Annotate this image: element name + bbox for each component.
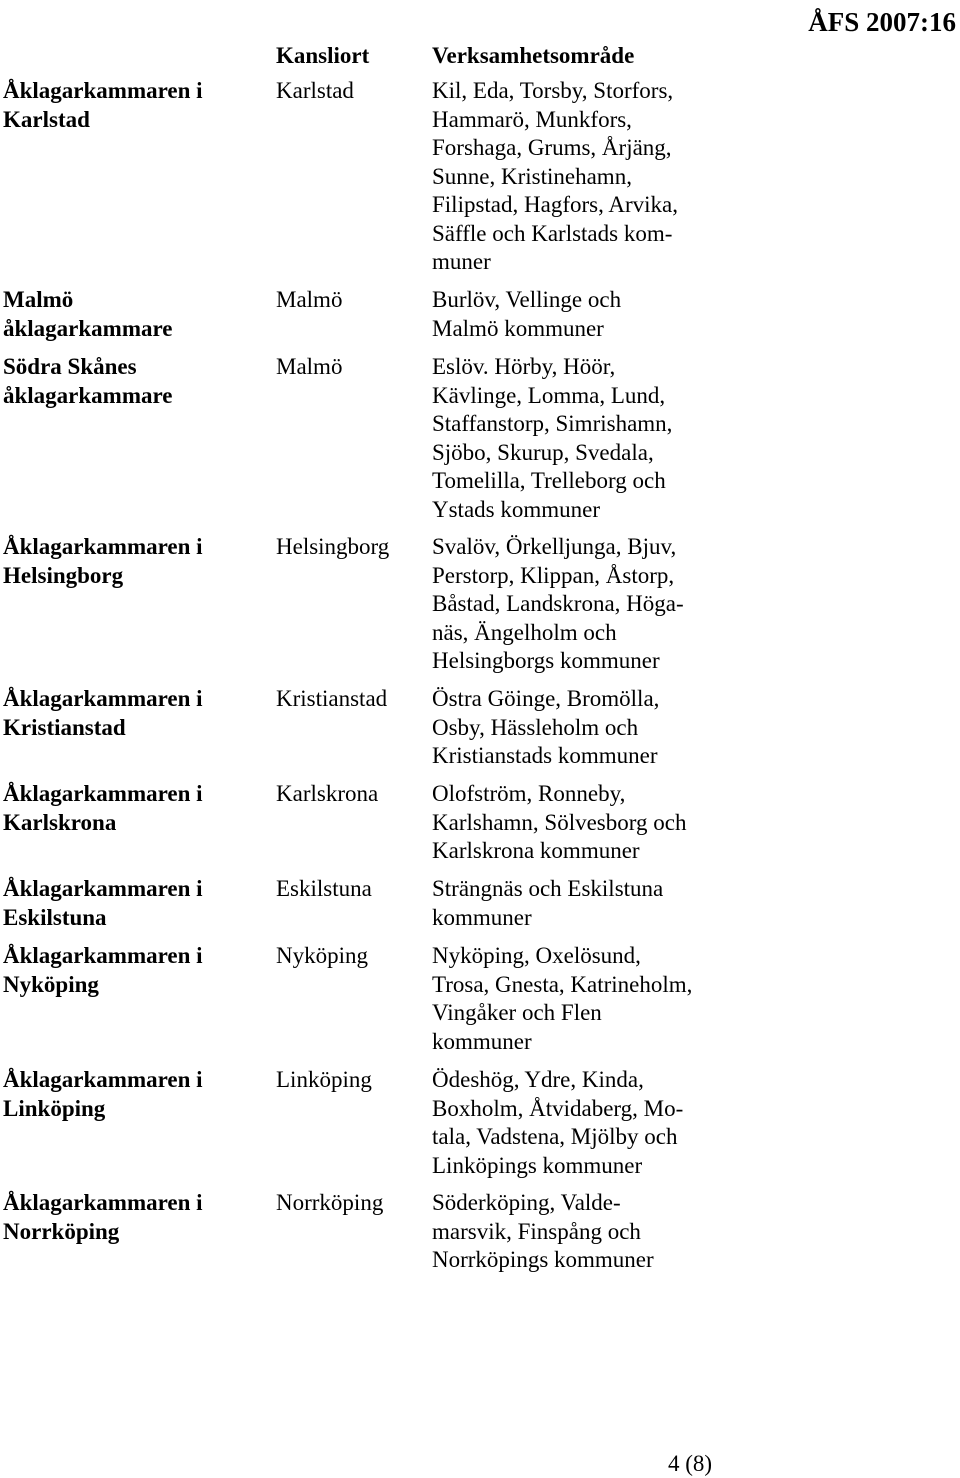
header-verksamhetsomrade: Verksamhetsområde (432, 43, 635, 68)
row-omrade: Kil, Eda, Torsby, Storfors, Hammarö, Munkfors, Forshaga, Grums, Årjäng, Sunne, Kristinehamn, Filipstad, Hagfors, Arvika, Säffle och Karlstads kom- muner (432, 78, 678, 274)
page-number: 4 (8) (668, 1451, 713, 1476)
header-kansliort: Kansliort (276, 43, 370, 68)
row-kansliort: Malmö (276, 354, 343, 379)
row-kansliort: Karlstad (276, 78, 354, 103)
row-kansliort: Malmö (276, 287, 343, 312)
row-name: Åklagarkammaren i Norrköping (3, 1190, 203, 1244)
row-name: Åklagarkammaren i Linköping (3, 1067, 203, 1121)
row-omrade: Nyköping, Oxelösund, Trosa, Gnesta, Katrineholm, Vingåker och Flen kommuner (432, 943, 693, 1054)
row-kansliort: Kristianstad (276, 686, 388, 711)
document-reference: ÅFS 2007:16 (808, 7, 956, 37)
row-name: Åklagarkammaren i Nyköping (3, 943, 203, 997)
row-kansliort: Eskilstuna (276, 876, 372, 901)
row-omrade: Svalöv, Örkelljunga, Bjuv, Perstorp, Klippan, Åstorp, Båstad, Landskrona, Höga- näs, Ängelholm och Helsingborgs kommuner (432, 534, 684, 673)
row-kansliort: Helsingborg (276, 534, 390, 559)
row-kansliort: Linköping (276, 1067, 372, 1092)
row-name: Åklagarkammaren i Karlstad (3, 78, 203, 132)
row-omrade: Olofström, Ronneby, Karlshamn, Sölvesborg och Karlskrona kommuner (432, 781, 687, 863)
row-omrade: Söderköping, Valde- marsvik, Finspång och Norrköpings kommuner (432, 1190, 654, 1272)
table-header (0, 42, 960, 72)
row-name: Åklagarkammaren i Eskilstuna (3, 876, 203, 930)
row-omrade: Ödeshög, Ydre, Kinda, Boxholm, Åtvidaberg, Mo- tala, Vadstena, Mjölby och Linköpings kommuner (432, 1067, 684, 1178)
row-name: Södra Skånes åklagarkammare (3, 354, 173, 408)
row-kansliort: Norrköping (276, 1190, 384, 1215)
row-omrade: Eslöv. Hörby, Höör, Kävlinge, Lomma, Lund, Staffanstorp, Simrishamn, Sjöbo, Skurup, Svedala, Tomelilla, Trelleborg och Ystads kommuner (432, 354, 673, 522)
row-omrade: Östra Göinge, Bromölla, Osby, Hässleholm och Kristianstads kommuner (432, 686, 660, 768)
row-kansliort: Nyköping (276, 943, 368, 968)
row-kansliort: Karlskrona (276, 781, 379, 806)
row-name: Åklagarkammaren i Karlskrona (3, 781, 203, 835)
row-name: Åklagarkammaren i Kristianstad (3, 686, 203, 740)
row-name: Malmö åklagarkammare (3, 287, 173, 341)
row-omrade: Strängnäs och Eskilstuna kommuner (432, 876, 664, 930)
row-name: Åklagarkammaren i Helsingborg (3, 534, 203, 588)
row-omrade: Burlöv, Vellinge och Malmö kommuner (432, 287, 622, 341)
